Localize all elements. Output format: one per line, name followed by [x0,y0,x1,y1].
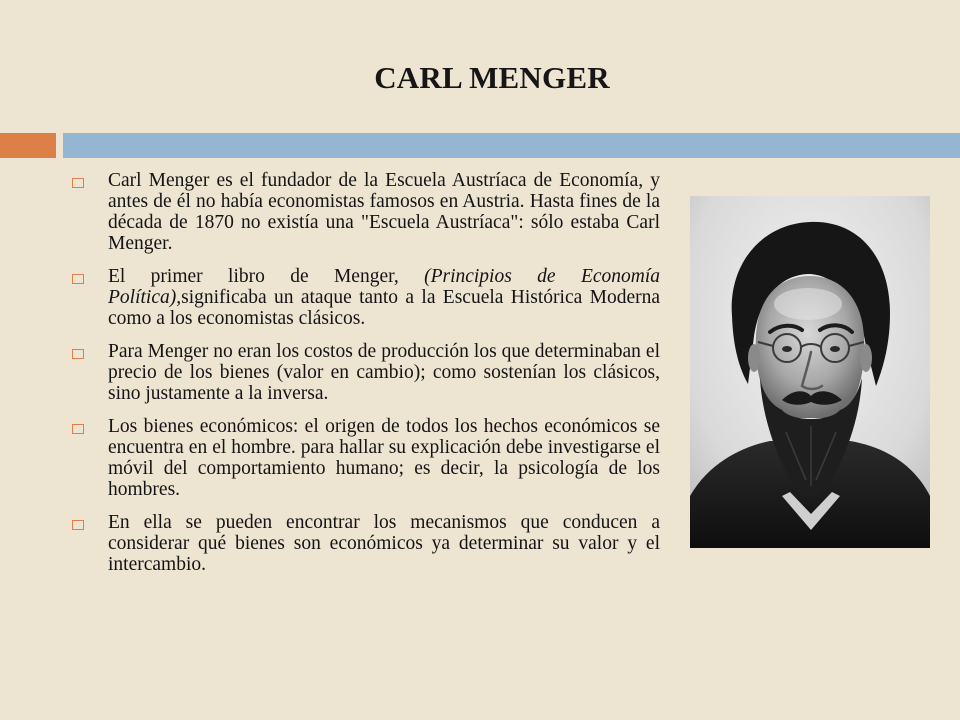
bullet-text: Los bienes económicos: el origen de todos los hechos económicos se encuentra en el hombre. para hallar su explicación debe investigarse el móvil del comportamiento humano; es decir, la psicología de los hombres. [108,416,660,500]
bullet-text-tail: significaba un ataque tanto a la Escuela Histórica Moderna como a los economistas clásicos. [108,287,660,329]
bullet-item [72,341,660,404]
bullet-item [72,416,660,500]
portrait-photo [690,196,930,548]
bullet-square-icon [72,274,84,284]
bullet-text: Para Menger no eran los costos de producción los que determinaban el precio de los bienes (valor en cambio); como sostenían los clásicos, sino justamente a la inversa. [108,341,660,404]
bullet-item [72,266,660,329]
accent-bar-blue [63,133,960,158]
bullet-item [72,512,660,575]
bullet-square-icon [72,349,84,359]
slide-title: CARL MENGER [374,60,610,95]
bullet-item [72,170,660,254]
bullet-text-lead: El primer libro de Menger, [108,266,425,287]
bullet-text [108,266,660,329]
bullet-text: En ella se pueden encontrar los mecanismos que conducen a considerar qué bienes son económicos ya determinar su valor y el intercambio. [108,512,660,575]
book-title: (Principios de Economía Política), [108,266,661,308]
bullet-square-icon [72,520,84,530]
bullet-text: Carl Menger es el fundador de la Escuela Austríaca de Economía, y antes de él no había economistas famosos en Austria. Hasta fines de la década de 1870 no existía una "Escuela Austríaca": sólo estaba Carl Menger. [108,170,660,254]
accent-bar-orange [0,133,56,158]
bullet-square-icon [72,424,84,434]
bullet-square-icon [72,178,84,188]
bullet-list [72,170,660,587]
